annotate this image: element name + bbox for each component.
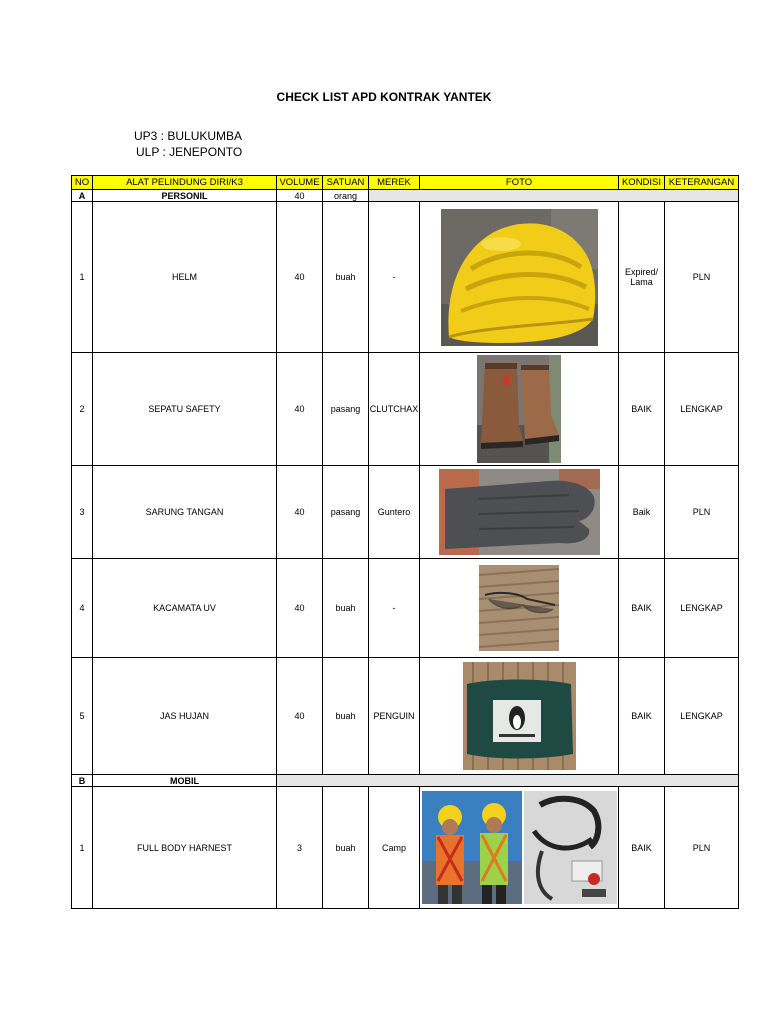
glasses-photo — [479, 565, 559, 651]
row-volume: 40 — [277, 559, 323, 658]
row-kondisi: BAIK — [619, 658, 665, 775]
apd-checklist-table — [71, 175, 739, 909]
header-merek: MEREK — [369, 176, 420, 190]
row-volume: 3 — [277, 787, 323, 909]
row-satuan: buah — [323, 658, 369, 775]
section-filler — [277, 775, 739, 787]
harness-photo — [422, 791, 617, 904]
section-satuan: orang — [323, 190, 369, 202]
section-name: MOBIL — [93, 775, 277, 787]
row-item: FULL BODY HARNEST — [93, 787, 277, 909]
row-no: 1 — [72, 202, 93, 353]
table-row — [72, 658, 739, 775]
row-photo — [420, 559, 619, 658]
boots-photo — [477, 355, 561, 463]
row-merek: - — [369, 559, 420, 658]
location-info — [134, 128, 242, 160]
section-filler — [369, 190, 739, 202]
section-row — [72, 775, 739, 787]
header-satuan: SATUAN — [323, 176, 369, 190]
section-row — [72, 190, 739, 202]
section-no: B — [72, 775, 93, 787]
row-satuan: pasang — [323, 353, 369, 466]
row-item: SARUNG TANGAN — [93, 466, 277, 559]
header-foto: FOTO — [420, 176, 619, 190]
row-photo — [420, 466, 619, 559]
row-merek: Guntero — [369, 466, 420, 559]
section-volume: 40 — [277, 190, 323, 202]
row-keterangan: LENGKAP — [665, 559, 739, 658]
row-item: SEPATU SAFETY — [93, 353, 277, 466]
ulp-label: ULP : JENEPONTO — [136, 145, 243, 159]
row-keterangan: LENGKAP — [665, 353, 739, 466]
header-keterangan: KETERANGAN — [665, 176, 739, 190]
raincoat-photo — [463, 662, 576, 770]
row-merek: PENGUIN — [369, 658, 420, 775]
row-satuan: buah — [323, 202, 369, 353]
row-kondisi: Expired/ Lama — [619, 202, 665, 353]
row-volume: 40 — [277, 466, 323, 559]
row-keterangan: PLN — [665, 202, 739, 353]
helmet-photo — [441, 209, 598, 346]
table-row — [72, 787, 739, 909]
row-satuan: buah — [323, 559, 369, 658]
header-volume: VOLUME — [277, 176, 323, 190]
row-no: 5 — [72, 658, 93, 775]
header-kondisi: KONDISI — [619, 176, 665, 190]
row-merek: - — [369, 202, 420, 353]
page-title: CHECK LIST APD KONTRAK YANTEK — [276, 90, 492, 104]
row-satuan: pasang — [323, 466, 369, 559]
row-no: 2 — [72, 353, 93, 466]
row-photo — [420, 353, 619, 466]
table-row — [72, 559, 739, 658]
table-row — [72, 353, 739, 466]
header-no: NO — [72, 176, 93, 190]
row-merek: Camp — [369, 787, 420, 909]
row-item: JAS HUJAN — [93, 658, 277, 775]
row-no: 3 — [72, 466, 93, 559]
row-volume: 40 — [277, 202, 323, 353]
row-volume: 40 — [277, 353, 323, 466]
row-satuan: buah — [323, 787, 369, 909]
row-keterangan: PLN — [665, 787, 739, 909]
gloves-photo — [439, 469, 600, 555]
row-keterangan: PLN — [665, 466, 739, 559]
row-photo — [420, 787, 619, 909]
section-name: PERSONIL — [93, 190, 277, 202]
row-kondisi: Baik — [619, 466, 665, 559]
row-item: HELM — [93, 202, 277, 353]
row-keterangan: LENGKAP — [665, 658, 739, 775]
header-row — [72, 176, 739, 190]
row-no: 1 — [72, 787, 93, 909]
row-merek: CLUTCHAX — [369, 353, 420, 466]
section-no: A — [72, 190, 93, 202]
table-row — [72, 202, 739, 353]
row-kondisi: BAIK — [619, 559, 665, 658]
table-row — [72, 466, 739, 559]
row-kondisi: BAIK — [619, 353, 665, 466]
row-photo — [420, 658, 619, 775]
header-item: ALAT PELINDUNG DIRI/K3 — [93, 176, 277, 190]
row-photo — [420, 202, 619, 353]
up3-label: UP3 : BULUKUMBA — [134, 129, 243, 143]
row-kondisi: BAIK — [619, 787, 665, 909]
row-no: 4 — [72, 559, 93, 658]
row-item: KACAMATA UV — [93, 559, 277, 658]
row-volume: 40 — [277, 658, 323, 775]
